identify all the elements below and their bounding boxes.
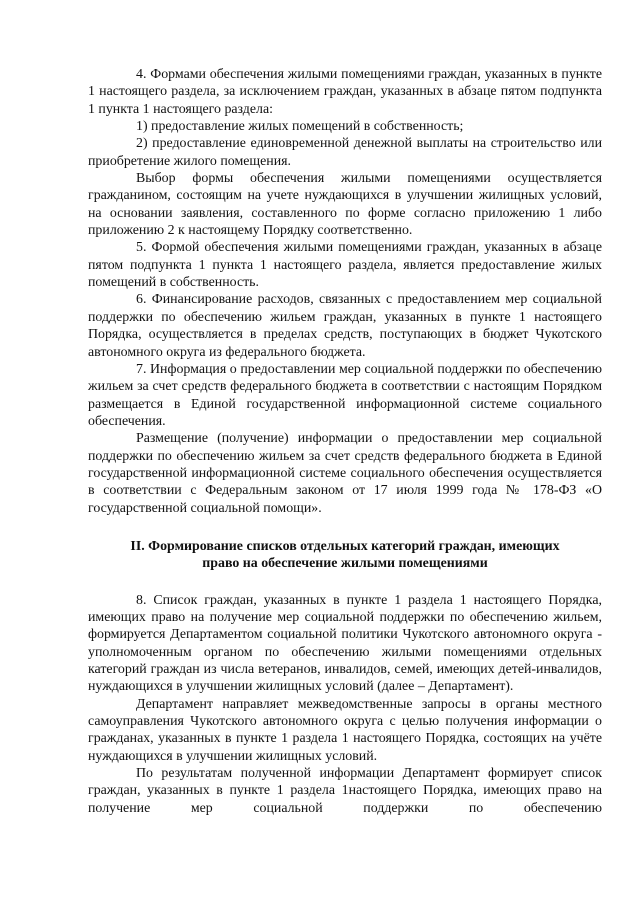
section-heading-line1: II. Формирование списков отдельных категорий граждан, имеющих (130, 538, 560, 554)
paragraph-info-placement: Размещение (получение) информации о предоставлении мер социальной поддержки по обеспечению жильем за счет средств федерального бюджета в Единой государственной информационной системе социального обеспечения осуществляется в соответствии с Федеральным законом от 17 июля 1999 года № 178-ФЗ «О государственной социальной помощи». (88, 431, 602, 516)
paragraph-department-requests: Департамент направляет межведомственные запросы в органы местного самоуправления Чукотского автономного округа с целью получения информации о гражданах, указанных в пункте 1 раздела 1 настоящего Порядка, состоящих на учёте нуждающихся в улучшении жилищных условий. (88, 696, 602, 764)
paragraph-item-5: 5. Формой обеспечения жилыми помещениями граждан, указанных в абзаце пятом подпункта 1 пункта 1 настоящего раздела, является предоставление жилых помещений в собственность. (88, 240, 602, 291)
section-heading (88, 538, 602, 573)
heading-spacer (88, 573, 602, 592)
paragraph-item-4: 4. Формами обеспечения жилыми помещениями граждан, указанных в пункте 1 настоящего раздела, за исключением граждан, указанных в абзаце пятом подпункта 1 пункта 1 настоящего раздела: (88, 67, 602, 117)
paragraph-item-8: 8. Список граждан, указанных в пункте 1 раздела 1 настоящего Порядка, имеющих право на получение мер социальной поддержки по обеспечению жильем, формируется Департаментом социальной политики Чукотского автономного округа - уполномоченным органом по обеспечению жилыми помещениями отдельных категорий граждан из числа ветеранов, инвалидов, семей, имеющих детей-инвалидов, нуждающихся в улучшении жилищных условий (далее – Департамент). (88, 592, 602, 695)
paragraph-form-choice: Выбор формы обеспечения жилыми помещениями осуществляется гражданином, состоящим на учете нуждающихся в улучшении жилищных условий, на основании заявления, составленного по форме согласно приложению 1 либо приложению 2 к настоящему Порядку соответственно. (88, 171, 602, 239)
paragraph-subitem-1: 1) предоставление жилых помещений в собственность; (136, 119, 464, 135)
paragraph-list-formation: По результатам полученной информации Департамент формирует список граждан, указанных в пункте 1 раздела 1настоящего Порядка, имеющих право на получение мер социальной поддержки по обеспечению (88, 766, 602, 816)
section-spacer (88, 517, 602, 538)
paragraph-item-6: 6. Финансирование расходов, связанных с предоставлением мер социальной поддержки по обеспечению жильем граждан, указанных в пункте 1 настоящего Порядка, осуществляется в пределах средств, поступающих в бюджет Чукотского автономного округа из федерального бюджета. (88, 292, 602, 360)
document-page (88, 66, 602, 817)
paragraph-subitem-2: 2) предоставление единовременной денежной выплаты на строительство или приобретение жилого помещения. (88, 136, 602, 169)
paragraph-item-7: 7. Информация о предоставлении мер социальной поддержки по обеспечению жильем за счет средств федерального бюджета в соответствии с настоящим Порядком размещается в Единой государственной информационной системе социального обеспечения. (88, 361, 602, 429)
section-heading-line2: право на обеспечение жилыми помещениями (202, 556, 488, 572)
